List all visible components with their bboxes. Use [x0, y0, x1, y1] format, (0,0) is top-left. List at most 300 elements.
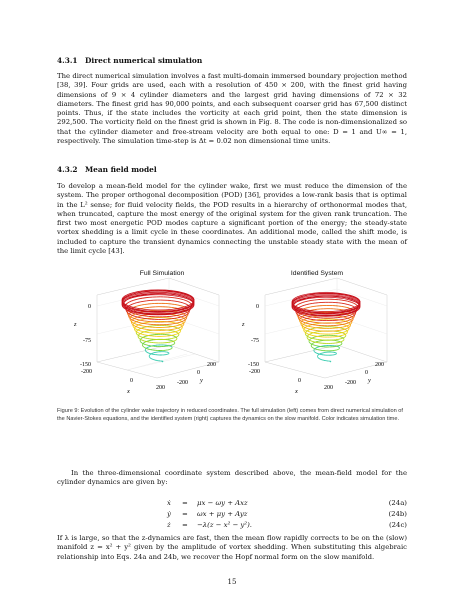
trajectory-segment — [184, 313, 186, 314]
trajectory-segment — [348, 327, 349, 328]
trajectory-segment — [132, 323, 133, 324]
trajectory-segment — [345, 334, 346, 335]
y-axis-label: y — [200, 377, 203, 384]
trajectory-segment — [302, 315, 304, 316]
trajectory-segment — [142, 328, 144, 329]
trajectory-segment — [345, 336, 346, 337]
trajectory-segment — [345, 318, 347, 319]
eq-rhs: μx − ωy + Axz — [197, 499, 248, 507]
trajectory-segment — [349, 305, 351, 306]
trajectory-segment — [307, 331, 309, 332]
trajectory-segment — [347, 328, 348, 329]
eq-number: (24a) — [388, 499, 407, 507]
trajectory-segment — [135, 324, 137, 325]
trajectory-segment — [136, 299, 139, 300]
eq-equals: = — [182, 499, 188, 507]
trajectory-segment — [177, 336, 178, 337]
trajectory-right — [292, 292, 360, 362]
trajectory-segment — [298, 315, 299, 316]
trajectory-segment — [307, 328, 309, 329]
trajectory-segment — [179, 332, 180, 333]
x-tick: -200 — [249, 369, 260, 375]
y-tick: -200 — [177, 380, 188, 386]
trajectory-segment — [129, 317, 130, 318]
trajectory-segment — [349, 323, 350, 324]
trajectory-segment — [139, 320, 142, 321]
trajectory-segment — [142, 332, 143, 333]
trajectory-segment — [139, 338, 140, 339]
section-heading-4-3-1 — [57, 56, 202, 65]
trajectory-segment — [346, 330, 347, 331]
trajectory-segment — [189, 302, 190, 303]
trajectory-segment — [308, 337, 309, 338]
trajectory-segment — [347, 304, 349, 305]
trajectory-segment — [345, 326, 347, 327]
trajectory-segment — [176, 319, 178, 320]
trajectory-segment — [349, 317, 351, 318]
trajectory-segment — [180, 306, 182, 307]
trajectory-segment — [142, 315, 145, 316]
trajectory-segment — [306, 335, 307, 336]
eq-lhs: ẋ — [167, 499, 171, 507]
trajectory-segment — [306, 323, 308, 324]
trajectory-segment — [133, 319, 134, 320]
figure-plots — [57, 270, 407, 395]
equation-block — [57, 499, 407, 532]
trajectory-segment — [346, 333, 347, 334]
trajectory-segment — [178, 298, 181, 299]
trajectory-segment — [298, 316, 299, 317]
left-plot-title: Full Simulation — [139, 270, 185, 277]
trajectory-segment — [347, 330, 348, 331]
trajectory-segment — [180, 324, 182, 325]
trajectory-segment — [178, 305, 181, 306]
trajectory-segment — [310, 324, 313, 325]
trajectory-segment — [301, 317, 302, 318]
trajectory-segment — [179, 316, 181, 317]
trajectory-segment — [308, 318, 310, 319]
trajectory-segment — [309, 303, 312, 304]
trajectory-segment — [139, 329, 140, 330]
trajectory-left — [122, 290, 194, 362]
trajectory-segment — [182, 325, 183, 326]
trajectory-segment — [177, 334, 178, 335]
trajectory-segment — [180, 329, 181, 330]
trajectory-segment — [304, 322, 306, 323]
limit-cycle-ring — [292, 295, 360, 314]
trajectory-segment — [343, 316, 346, 317]
trajectory-segment — [135, 329, 136, 330]
y-tick: 0 — [365, 370, 368, 376]
trajectory-segment — [140, 336, 142, 337]
trajectory-segment — [182, 328, 183, 329]
trajectory-segment — [355, 314, 356, 315]
trajectory-segment — [308, 339, 309, 340]
trajectory-segment — [302, 305, 304, 306]
trajectory-segment — [175, 301, 178, 302]
trajectory-segment — [300, 306, 302, 307]
x-tick: 200 — [156, 385, 165, 391]
trajectory-segment — [141, 340, 142, 341]
trajectory-segment — [181, 326, 182, 327]
trajectory-segment — [176, 332, 177, 333]
z-tick: 0 — [88, 304, 91, 310]
trajectory-segment — [141, 320, 144, 321]
trajectory-segment — [307, 336, 308, 337]
trajectory-segment — [353, 316, 354, 317]
trajectory-segment — [142, 337, 144, 338]
trajectory-segment — [352, 302, 354, 303]
trajectory-segment — [185, 300, 187, 301]
limit-cycle-ring — [122, 292, 194, 312]
trajectory-segment — [184, 322, 185, 323]
trajectory-segment — [133, 316, 135, 317]
eq-lhs: ẏ — [167, 510, 171, 518]
trajectory-segment — [308, 326, 310, 327]
trajectory-segment — [142, 319, 144, 320]
trajectory-segment — [187, 315, 188, 316]
trajectory-segment — [354, 315, 355, 316]
trajectory-segment — [130, 320, 131, 321]
trajectory-segment — [309, 329, 311, 330]
trajectory-segment — [181, 325, 182, 326]
trajectory-segment — [343, 337, 344, 338]
trajectory-segment — [344, 325, 345, 326]
trajectory-segment — [136, 326, 138, 327]
trajectory-segment — [299, 314, 300, 315]
trajectory-segment — [131, 316, 132, 317]
paragraph-mean-field: To develop a mean-field model for the cylinder wake, first we must reduce the dimension of the system. The proper orthogonal decomposition (POD) [36], provides a low-rank basis that is optimal in the L² sense; for fluid velocity fields, the POD results in a hierarchy of orthonormal modes that, when truncated, capture the most energy of the original system for the given rank truncation. The first two most energetic POD modes capture a significant portion of the energy; the steady-state vortex shedding is a limit cycle in these coordinates. An additional mode, called the shift mode, is included to capture the transient dynamics connecting the unstable steady state with the mean of the limit cycle [43]. — [57, 182, 407, 256]
trajectory-segment — [175, 331, 177, 332]
trajectory-segment — [136, 314, 139, 315]
trajectory-segment — [142, 298, 145, 299]
z-tick: -75 — [83, 338, 91, 344]
trajectory-segment — [178, 317, 181, 318]
trajectory-segment — [352, 320, 353, 321]
trajectory-segment — [137, 334, 138, 335]
trajectory-segment — [176, 328, 178, 329]
trajectory-segment — [307, 333, 308, 334]
trajectory-segment — [175, 323, 178, 324]
trajectory-segment — [141, 323, 144, 324]
trajectory-segment — [178, 333, 179, 334]
y-tick: 200 — [375, 362, 384, 368]
trajectory-segment — [347, 333, 348, 334]
trajectory-segment — [351, 319, 352, 320]
trajectory-segment — [299, 315, 301, 316]
trajectory-segment — [179, 319, 181, 320]
trajectory-segment — [138, 327, 140, 328]
trajectory-segment — [305, 328, 307, 329]
trajectory-segment — [301, 324, 302, 325]
trajectory-segment — [177, 322, 179, 323]
trajectory-segment — [308, 330, 309, 331]
trajectory-segment — [346, 316, 348, 317]
trajectory-segment — [142, 331, 144, 332]
trajectory-segment — [347, 307, 349, 308]
trajectory-segment — [297, 315, 298, 316]
trajectory-segment — [129, 301, 131, 302]
trajectory-segment — [308, 339, 309, 340]
trajectory-segment — [138, 335, 139, 336]
trajectory-segment — [308, 307, 311, 308]
trajectory-segment — [300, 322, 301, 323]
trajectory-segment — [139, 316, 141, 317]
trajectory-segment — [176, 337, 177, 338]
trajectory-segment — [349, 326, 350, 327]
eq-equals: = — [182, 510, 188, 518]
page-number: 15 — [227, 578, 237, 586]
trajectory-segment — [308, 335, 309, 336]
trajectory-segment — [133, 303, 135, 304]
trajectory-segment — [348, 322, 350, 323]
trajectory-segment — [309, 325, 311, 326]
figure-9 — [57, 270, 407, 395]
trajectory-segment — [180, 332, 181, 333]
trajectory-segment — [304, 325, 306, 326]
trajectory-segment — [306, 308, 308, 309]
trajectory-segment — [136, 319, 139, 320]
trajectory-segment — [141, 334, 143, 335]
trajectory-segment — [127, 302, 129, 303]
section-number: 4.3.2 — [57, 165, 78, 174]
trajectory-segment — [301, 323, 302, 324]
trajectory-segment — [141, 333, 142, 334]
trajectory-segment — [301, 319, 303, 320]
trajectory-segment — [310, 334, 311, 335]
trajectory-segment — [350, 322, 351, 323]
trajectory-segment — [141, 342, 142, 343]
trajectory-segment — [135, 303, 138, 304]
trajectory-segment — [127, 314, 128, 315]
trajectory-segment — [144, 336, 145, 337]
figure-caption: Figure 9: Evolution of the cylinder wake trajectory in reduced coordinates. The full simulation (left) comes from direct numerical simulation of the Navier-Stokes equations, and the identified system (right) captures the dynamics on the slow manifold. Color indicates simulation time. — [57, 408, 403, 422]
trajectory-segment — [134, 322, 135, 323]
trajectory-segment — [347, 325, 349, 326]
equation-24a — [57, 499, 407, 510]
right-plot-title: Identified System — [290, 270, 344, 277]
trajectory-segment — [136, 331, 137, 332]
paragraph-final: If λ is large, so that the z-dynamics are fast, then the mean flow rapidly corrects to be on the (slow) manifold z = x² + y² given by the amplitude of vortex shedding. When substituting this algebraic relationship into Eqs. 24a and 24b, we recover the Hopf normal form on the slow manifold. — [57, 534, 407, 561]
trajectory-segment — [305, 301, 308, 302]
trajectory-segment — [300, 322, 301, 323]
trajectory-segment — [344, 307, 346, 308]
y-tick: 200 — [207, 362, 216, 368]
trajectory-segment — [178, 330, 179, 331]
trajectory-segment — [132, 317, 134, 318]
trajectory-segment — [144, 342, 145, 343]
trajectory-segment — [349, 319, 350, 320]
trajectory-segment — [308, 319, 311, 320]
z-tick: -150 — [80, 362, 91, 368]
trajectory-segment — [144, 347, 145, 348]
trajectory-segment — [129, 314, 131, 315]
trajectory-segment — [179, 329, 180, 330]
trajectory-segment — [182, 323, 183, 324]
trajectory-segment — [305, 316, 308, 317]
trajectory-segment — [305, 330, 306, 331]
trajectory-segment — [183, 303, 185, 304]
trajectory-segment — [186, 314, 187, 315]
z-tick: -150 — [248, 362, 259, 368]
trajectory-segment — [175, 304, 178, 305]
trajectory-segment — [346, 321, 348, 322]
trajectory-segment — [143, 340, 145, 341]
trajectory-segment — [311, 344, 312, 345]
trajectory-segment — [135, 317, 137, 318]
y-tick: 0 — [197, 370, 200, 376]
trajectory-segment — [138, 317, 141, 318]
trajectory-segment — [133, 300, 136, 301]
eq-rhs: −λ(z − x² − y²). — [197, 521, 252, 529]
trajectory-segment — [299, 319, 300, 320]
trajectory-segment — [311, 333, 312, 334]
eq-number: (24b) — [388, 510, 407, 518]
equation-24b — [57, 510, 407, 521]
trajectory-segment — [181, 329, 182, 330]
trajectory-segment — [310, 338, 312, 339]
trajectory-segment — [183, 316, 185, 317]
trajectory-segment — [128, 313, 129, 314]
trajectory-segment — [143, 347, 144, 348]
trajectory-segment — [306, 326, 308, 327]
trajectory-segment — [140, 324, 142, 325]
trajectory-segment — [133, 320, 135, 321]
trajectory-segment — [306, 335, 307, 336]
paragraph-intro: In the three-dimensional coordinate system described above, the mean-field model for the cylinder dynamics are given by: — [57, 469, 407, 487]
trajectory-segment — [351, 321, 352, 322]
section-title: Mean field model — [85, 165, 157, 174]
eq-lhs: ż — [167, 521, 171, 529]
trajectory-segment — [348, 325, 349, 326]
trajectory-segment — [175, 334, 177, 335]
trajectory-segment — [139, 336, 140, 337]
trajectory-segment — [186, 319, 187, 320]
trajectory-segment — [185, 317, 186, 318]
trajectory-segment — [347, 301, 350, 302]
trajectory-segment — [305, 320, 307, 321]
trajectory-segment — [312, 347, 313, 348]
trajectory-segment — [308, 334, 310, 335]
z-tick: 0 — [256, 304, 259, 310]
trajectory-segment — [309, 340, 310, 341]
trajectory-segment — [180, 302, 182, 303]
trajectory-segment — [312, 344, 313, 345]
trajectory-segment — [304, 327, 305, 328]
y-axis-label: y — [368, 377, 371, 384]
trajectory-segment — [177, 331, 179, 332]
trajectory-segment — [310, 343, 311, 344]
trajectory-segment — [174, 298, 177, 299]
equation-24c — [57, 521, 407, 532]
trajectory-segment — [140, 301, 143, 302]
left-plot — [73, 278, 219, 395]
trajectory-segment — [299, 303, 301, 304]
trajectory-segment — [306, 333, 307, 334]
trajectory-segment — [300, 314, 302, 315]
trajectory-segment — [178, 325, 180, 326]
trajectory-segment — [181, 319, 183, 320]
trajectory-segment — [136, 322, 138, 323]
trajectory-segment — [141, 342, 142, 343]
trajectory-segment — [305, 332, 306, 333]
trajectory-segment — [350, 324, 351, 325]
trajectory-segment — [180, 322, 182, 323]
trajectory-segment — [309, 332, 311, 333]
trajectory-segment — [141, 318, 144, 319]
trajectory-segment — [347, 322, 348, 323]
trajectory-segment — [296, 313, 297, 314]
trajectory-segment — [308, 300, 311, 301]
trajectory-segment — [344, 329, 346, 330]
y-tick: -200 — [345, 380, 356, 386]
trajectory-segment — [180, 320, 181, 321]
trajectory-segment — [354, 317, 355, 318]
trajectory-segment — [307, 304, 310, 305]
trajectory-segment — [310, 327, 312, 328]
section-number: 4.3.1 — [57, 56, 78, 65]
trajectory-segment — [142, 343, 143, 344]
trajectory-segment — [301, 302, 303, 303]
trajectory-segment — [140, 328, 142, 329]
trajectory-segment — [348, 320, 350, 321]
eq-rhs: ωx + μy + Ayz — [197, 510, 248, 518]
x-tick: 0 — [298, 378, 301, 384]
trajectory-segment — [180, 299, 183, 300]
z-tick: -75 — [251, 338, 259, 344]
trajectory-segment — [344, 334, 345, 335]
x-axis-label: x — [295, 388, 298, 395]
trajectory-segment — [309, 337, 310, 338]
trajectory-segment — [143, 334, 145, 335]
trajectory-segment — [139, 333, 141, 334]
trajectory-segment — [176, 340, 177, 341]
trajectory-segment — [137, 321, 139, 322]
trajectory-segment — [301, 321, 302, 322]
trajectory-segment — [126, 303, 127, 304]
trajectory-segment — [176, 325, 178, 326]
trajectory-segment — [182, 317, 183, 318]
trajectory-segment — [134, 327, 135, 328]
trajectory-segment — [302, 321, 304, 322]
trajectory-segment — [302, 325, 303, 326]
trajectory-segment — [304, 329, 305, 330]
trajectory-segment — [303, 328, 304, 329]
x-tick: 200 — [324, 385, 333, 391]
trajectory-segment — [309, 342, 310, 343]
trajectory-segment — [139, 325, 141, 326]
trajectory-segment — [137, 334, 138, 335]
x-tick: -200 — [81, 369, 92, 375]
trajectory-segment — [351, 314, 353, 315]
trajectory-segment — [308, 316, 311, 317]
trajectory-segment — [138, 315, 141, 316]
trajectory-segment — [132, 324, 133, 325]
right-plot — [241, 278, 387, 395]
trajectory-segment — [139, 334, 140, 335]
trajectory-segment — [344, 337, 345, 338]
eq-equals: = — [182, 521, 188, 529]
trajectory-segment — [185, 304, 187, 305]
trajectory-segment — [354, 303, 356, 304]
trajectory-segment — [302, 320, 303, 321]
trajectory-segment — [137, 332, 138, 333]
trajectory-segment — [352, 306, 354, 307]
trajectory-segment — [304, 319, 306, 320]
trajectory-segment — [310, 341, 311, 342]
trajectory-segment — [189, 312, 190, 313]
trajectory-segment — [131, 304, 133, 305]
